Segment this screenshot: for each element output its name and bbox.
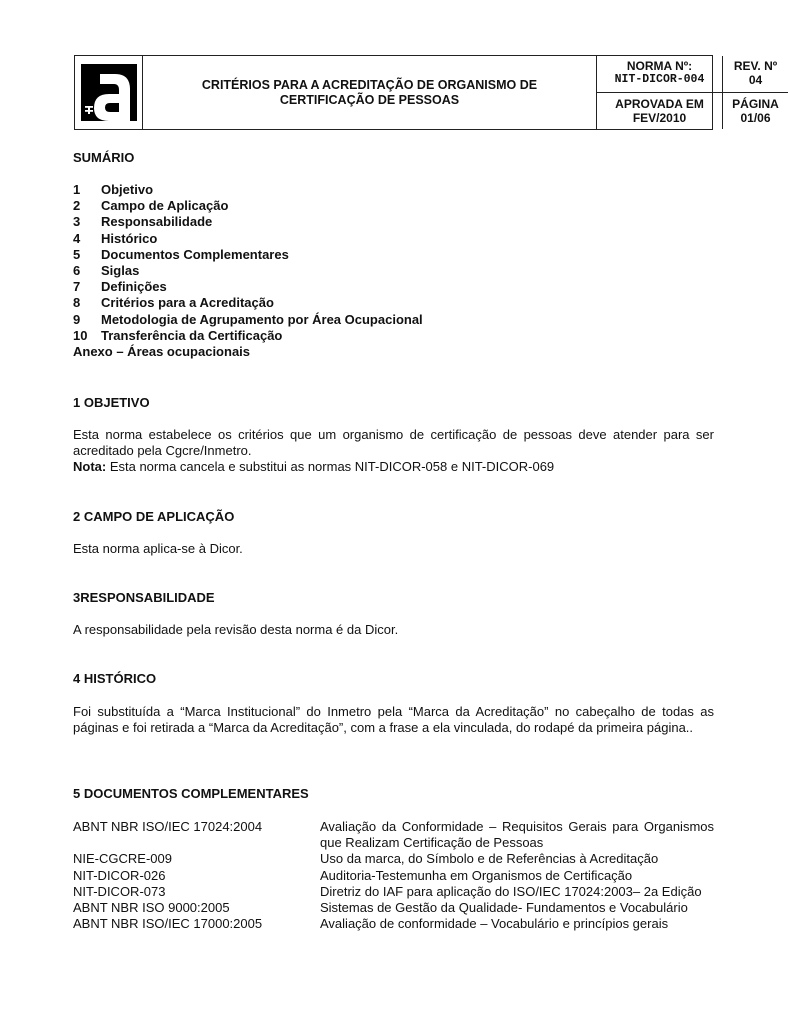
documents-list	[73, 819, 714, 932]
document-row	[73, 884, 714, 900]
revision-label: REV. Nº	[733, 59, 778, 73]
document-code: ABNT NBR ISO/IEC 17000:2005	[73, 916, 263, 932]
revision-cell	[723, 56, 788, 93]
section-text-historico: Foi substituída a “Marca Institucional” do Inmetro pela “Marca da Acreditação” no cabeçalho de todas as páginas e foi retirada a “Marca da Acreditação”, com a frase a ela vinculada, do rodapé da primeira página..	[73, 704, 714, 736]
section-text-objetivo	[73, 427, 714, 476]
section-heading-documentos: 5 DOCUMENTOS COMPLEMENTARES	[73, 786, 309, 801]
document-title: CRITÉRIOS PARA A ACREDITAÇÃO DE ORGANISMO DE CERTIFICAÇÃO DE PESSOAS	[143, 56, 597, 129]
document-code: NIT-DICOR-026	[73, 867, 166, 883]
document-row	[73, 916, 714, 932]
summary-item: 10 Transferência da Certificação	[73, 327, 283, 343]
approval-value: FEV/2010	[632, 111, 687, 125]
document-row	[73, 868, 714, 884]
norma-cell	[597, 56, 723, 93]
document-code: ABNT NBR ISO/IEC 17024:2004	[73, 819, 263, 834]
document-description: Uso da marca, do Símbolo e de Referências à Acreditação	[320, 851, 659, 867]
accreditation-logo-icon	[81, 64, 137, 121]
document-code: NIE-CGCRE-009	[73, 851, 172, 867]
objetivo-paragraph: Esta norma estabelece os critérios que um organismo de certificação de pessoas deve atender para ser acreditado pela Cgcre/Inmetro.	[73, 427, 714, 459]
summary-item: 6 Siglas	[73, 263, 140, 279]
summary-heading: SUMÁRIO	[73, 150, 135, 165]
section-heading-objetivo: 1 OBJETIVO	[73, 395, 150, 410]
section-text-responsabilidade: A responsabilidade pela revisão desta norma é da Dicor.	[73, 622, 399, 637]
summary-annex: Anexo – Áreas ocupacionais	[73, 344, 251, 360]
summary-item: 7 Definições	[73, 279, 167, 295]
approval-label: APROVADA EM	[615, 97, 704, 111]
summary-item: 5 Documentos Complementares	[73, 246, 289, 262]
document-description: Sistemas de Gestão da Qualidade- Fundamentos e Vocabulário	[320, 900, 688, 916]
objetivo-note	[73, 459, 714, 475]
note-label: Nota:	[73, 459, 107, 475]
norma-value: NIT-DICOR-004	[614, 73, 705, 86]
summary-item: 2 Campo de Aplicação	[73, 198, 229, 214]
logo-cell	[75, 56, 143, 129]
summary-item: 8 Critérios para a Acreditação	[73, 295, 274, 311]
document-row	[73, 819, 714, 851]
summary-item: 3 Responsabilidade	[73, 214, 213, 230]
page-cell	[723, 93, 788, 129]
summary-item: 1 Objetivo	[73, 182, 154, 197]
approval-cell	[597, 93, 723, 129]
header-table	[74, 55, 779, 130]
document-description: Avaliação de conformidade – Vocabulário e princípios gerais	[320, 916, 669, 932]
page-label: PÁGINA	[732, 97, 779, 111]
norma-label: NORMA Nº:	[626, 59, 693, 73]
section-heading-historico: 4 HISTÓRICO	[73, 671, 157, 686]
document-description: Diretriz do IAF para aplicação do ISO/IEC 17024:2003– 2a Edição	[320, 883, 702, 899]
document-row	[73, 851, 714, 867]
section-heading-campo: 2 CAMPO DE APLICAÇÃO	[73, 509, 235, 524]
revision-value: 04	[748, 73, 763, 87]
document-description: Avaliação da Conformidade – Requisitos Gerais para Organismos que Realizam Certificação de Pessoas	[320, 819, 714, 851]
document-code: ABNT NBR ISO 9000:2005	[73, 900, 230, 916]
document-row	[73, 900, 714, 916]
section-heading-responsabilidade: 3RESPONSABILIDADE	[73, 590, 215, 605]
summary-item: 4 Histórico	[73, 230, 158, 246]
page-value: 01/06	[740, 111, 771, 125]
document-description: Auditoria-Testemunha em Organismos de Certificação	[320, 867, 633, 883]
summary-list	[73, 182, 714, 360]
document-code: NIT-DICOR-073	[73, 883, 166, 899]
summary-item: 9 Metodologia de Agrupamento por Área Ocupacional	[73, 311, 423, 327]
section-text-campo: Esta norma aplica-se à Dicor.	[73, 541, 243, 556]
note-text: Esta norma cancela e substitui as normas NIT-DICOR-058 e NIT-DICOR-069	[106, 459, 555, 475]
